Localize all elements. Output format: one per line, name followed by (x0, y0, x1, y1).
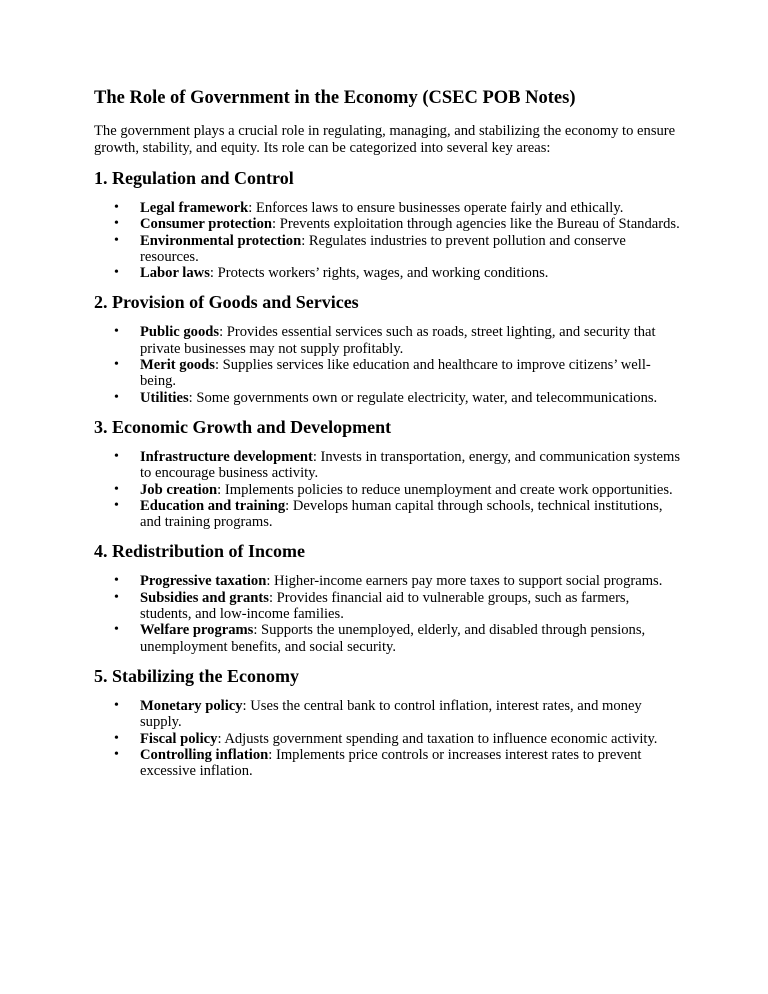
bullet-icon: • (114, 622, 119, 638)
bullet-icon: • (114, 389, 119, 405)
item-desc: : Some governments own or regulate electricity, water, and telecommunications. (188, 389, 658, 406)
item-term: Utilities (140, 389, 189, 406)
item-term: Controlling inflation (140, 746, 269, 763)
list-item (94, 357, 684, 390)
item-term: Education and training (140, 497, 286, 514)
bullet-icon: • (114, 573, 119, 589)
item-term: Welfare programs (140, 622, 254, 639)
growth-list (94, 449, 684, 530)
section-heading-provision: 2. Provision of Goods and Services (94, 292, 359, 313)
list-item (94, 200, 684, 216)
stabilizing-list (94, 698, 684, 779)
bullet-icon: • (114, 730, 119, 746)
item-desc: : Adjusts government spending and taxation to influence economic activity. (217, 730, 658, 747)
item-desc: : Provides essential services such as roads, street lighting, and security that private businesses may not supply profitably. (140, 324, 656, 357)
list-item (94, 449, 684, 482)
item-desc: : Supports the unemployed, elderly, and disabled through pensions, unemployment benefits, and social security. (140, 622, 646, 655)
list-item (94, 233, 684, 266)
bullet-icon: • (114, 265, 119, 281)
item-desc: : Develops human capital through schools, technical institutions, and training programs. (140, 497, 663, 531)
list-item (94, 590, 684, 623)
item-desc: : Implements policies to reduce unemployment and create work opportunities. (217, 481, 673, 498)
bullet-icon: • (114, 357, 119, 373)
item-term: Legal framework (140, 200, 249, 216)
bullet-icon: • (114, 200, 119, 215)
provision-list (94, 324, 684, 405)
document-title: The Role of Government in the Economy (CSEC POB Notes) (94, 88, 576, 108)
bullet-icon: • (114, 216, 119, 232)
list-item (94, 622, 684, 655)
item-term: Infrastructure development (140, 448, 313, 465)
list-item (94, 573, 684, 589)
bullet-icon: • (114, 232, 119, 248)
section-heading-stabilizing: 5. Stabilizing the Economy (94, 665, 300, 686)
bullet-icon: • (114, 324, 119, 340)
section-heading-growth: 3. Economic Growth and Development (94, 416, 392, 437)
item-term: Job creation (140, 481, 218, 498)
section-heading-redistribution: 4. Redistribution of Income (94, 541, 305, 562)
document-page (94, 87, 684, 789)
item-desc: : Regulates industries to prevent pollution and conserve resources. (140, 232, 626, 265)
bullet-icon: • (114, 697, 119, 713)
list-item (94, 498, 684, 531)
item-desc: : Higher-income earners pay more taxes to support social programs. (266, 573, 663, 590)
item-desc: : Uses the central bank to control inflation, interest rates, and money supply. (140, 697, 642, 731)
item-desc: : Implements price controls or increases interest rates to prevent excessive inflation. (140, 746, 642, 780)
list-item (94, 698, 684, 731)
item-term: Monetary policy (140, 697, 243, 714)
bullet-icon: • (114, 497, 119, 513)
item-desc: : Enforces laws to ensure businesses operate fairly and ethically. (248, 200, 624, 216)
item-desc: : Invests in transportation, energy, and communication systems to encourage business activity. (140, 448, 681, 482)
list-item (94, 216, 684, 232)
item-desc: : Provides financial aid to vulnerable groups, such as farmers, students, and low-income families. (140, 589, 630, 623)
item-term: Subsidies and grants (140, 589, 269, 606)
bullet-icon: • (114, 481, 119, 497)
item-term: Fiscal policy (140, 730, 218, 747)
regulation-list (94, 200, 684, 281)
redistribution-list (94, 573, 684, 654)
section-heading-regulation: 1. Regulation and Control (94, 168, 294, 188)
list-item (94, 324, 684, 357)
item-term: Progressive taxation (140, 573, 267, 590)
list-item (94, 482, 684, 498)
intro-paragraph: The government plays a crucial role in regulating, managing, and stabilizing the economy to ensure growth, stability, and equity. Its role can be categorized into several key areas: (94, 123, 676, 156)
item-term: Labor laws (140, 265, 210, 282)
list-item (94, 747, 684, 780)
bullet-icon: • (114, 448, 119, 464)
list-item (94, 731, 684, 747)
item-term: Consumer protection (140, 216, 273, 233)
item-desc: : Protects workers’ rights, wages, and working conditions. (209, 265, 549, 282)
list-item (94, 390, 684, 406)
item-term: Public goods (140, 324, 220, 341)
bullet-icon: • (114, 589, 119, 605)
item-term: Merit goods (140, 357, 215, 374)
bullet-icon: • (114, 746, 119, 762)
item-term: Environmental protection (140, 232, 302, 249)
item-desc: : Prevents exploitation through agencies like the Bureau of Standards. (272, 216, 680, 233)
list-item (94, 265, 684, 281)
item-desc: : Supplies services like education and healthcare to improve citizens’ well-being. (140, 357, 651, 390)
